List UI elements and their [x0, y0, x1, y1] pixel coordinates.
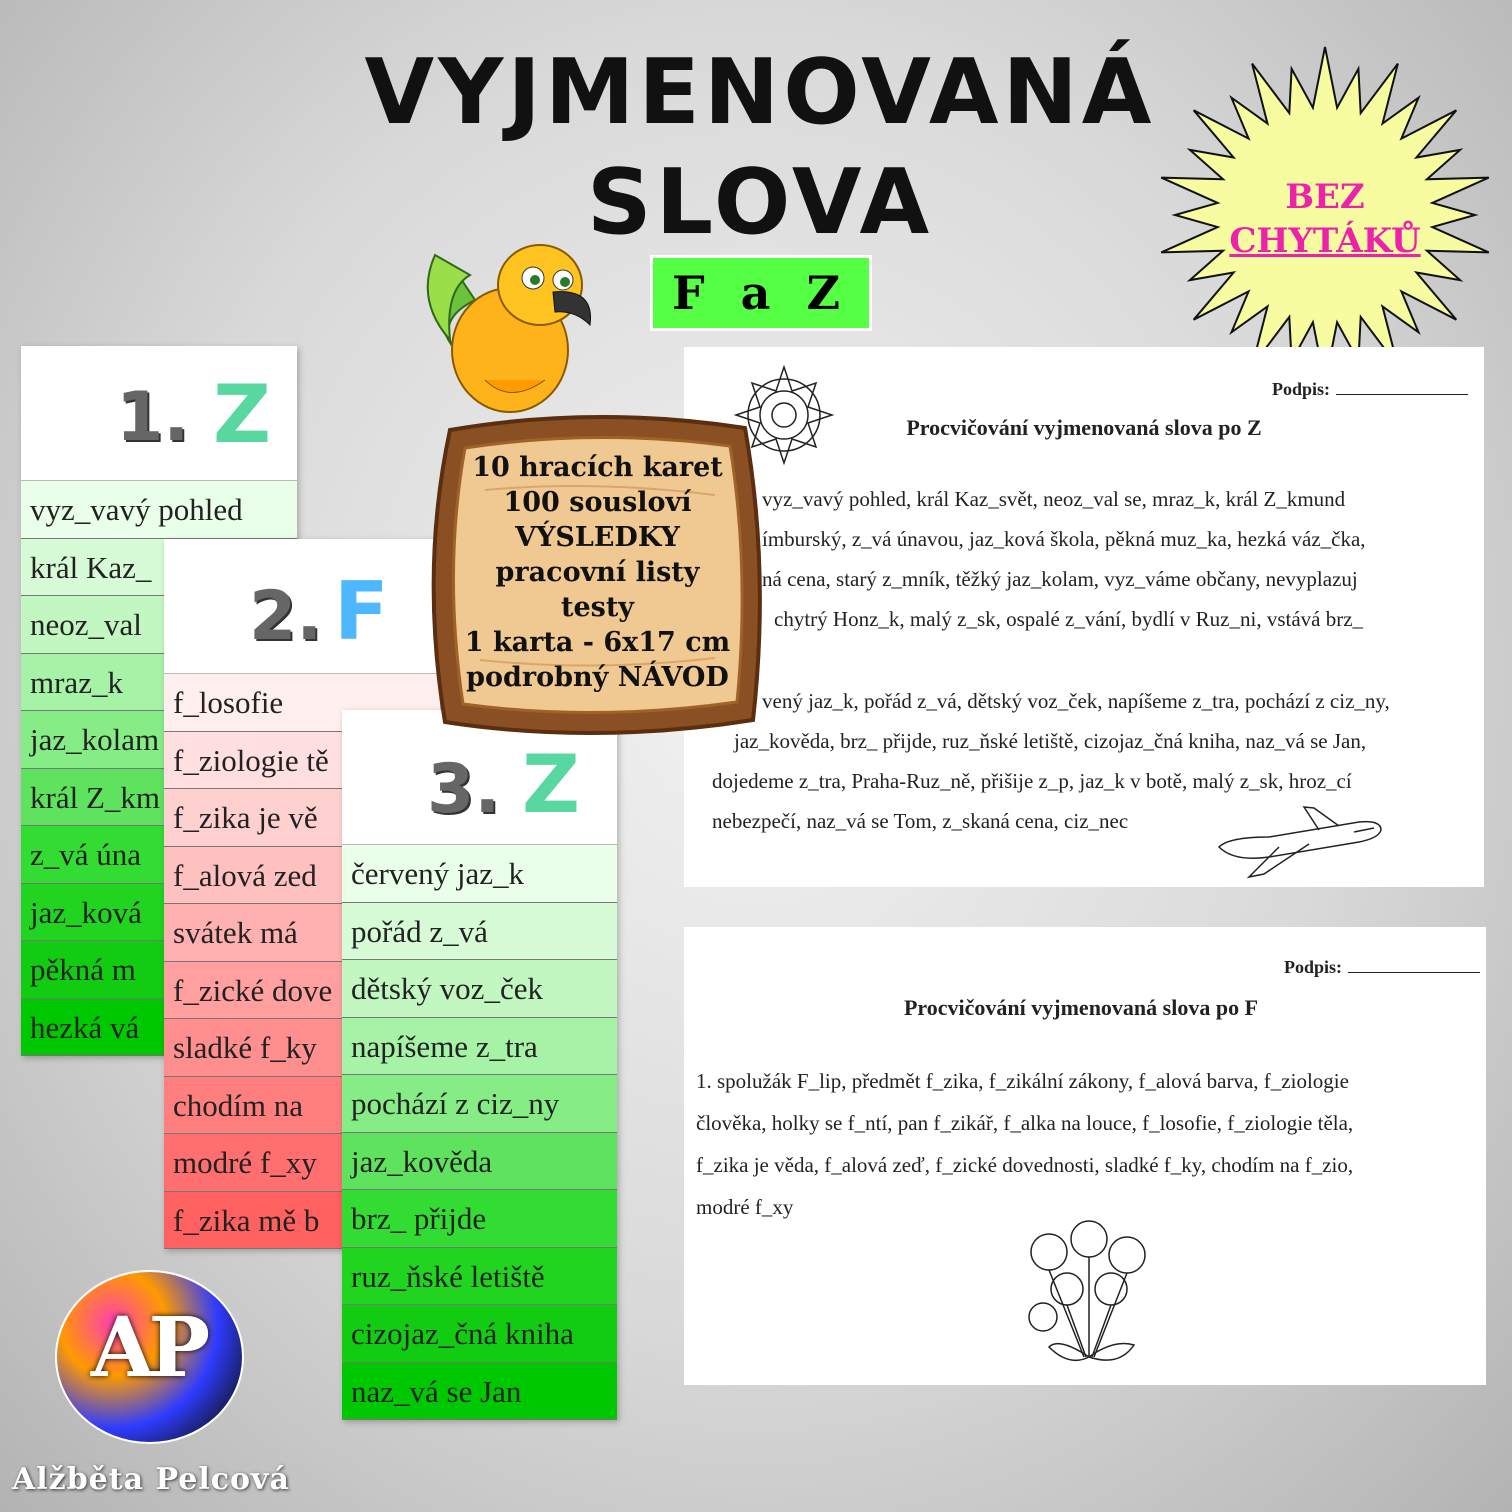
signature-field-f[interactable] — [1284, 957, 1480, 978]
card-row: cizojaz_čná kniha — [342, 1305, 617, 1363]
sheet-f-line: člověka, holky se f_ntí, pan f_zikář, f_alka na louce, f_losofie, f_ziologie těla, — [696, 1111, 1354, 1135]
feature-item: 1 karta - 6x17 cm — [464, 627, 731, 658]
card-row: svátek má — [164, 904, 440, 962]
card-row: brz_ přijde — [342, 1190, 617, 1248]
sheet-z-line: ná cena, starý z_mník, těžký jaz_kolam, vyz_váme občany, nevyplazuj — [762, 567, 1358, 591]
card-row: f_zika mě b — [164, 1192, 440, 1250]
signature-field-z[interactable] — [1272, 379, 1468, 400]
worksheet-z — [684, 347, 1484, 887]
worksheet-f-heading: Procvičování vyjmenovaná slova po F — [903, 995, 1259, 1020]
card-row: f_zické dove — [164, 962, 440, 1020]
card-row: pochází z ciz_ny — [342, 1075, 617, 1133]
card-row: jaz_kověda — [342, 1133, 617, 1191]
parrot-icon — [415, 230, 605, 420]
card-row: neoz_val — [21, 596, 297, 654]
feature-item: pracovní listy — [495, 557, 700, 588]
card-row: dětský voz_ček — [342, 960, 617, 1018]
card-row: f_zika je vě — [164, 789, 440, 847]
card-row: ruz_ňské letiště — [342, 1248, 617, 1306]
starburst-line-1: BEZ — [1285, 177, 1365, 217]
flower-icon — [1019, 1217, 1159, 1377]
card-row: sladké f_ky — [164, 1019, 440, 1077]
card-2-number: 2. — [249, 577, 323, 656]
card-row: král Z_km — [21, 769, 297, 827]
feature-item: 10 hracích karet — [472, 452, 723, 483]
zebra-z-icon: Z — [522, 738, 581, 831]
feature-list — [440, 450, 755, 695]
card-row: f_ziologie tě — [164, 732, 440, 790]
card-row: f_alová zed — [164, 847, 440, 905]
game-card-3 — [342, 710, 617, 1420]
card-row: jaz_kolam — [21, 711, 297, 769]
signature-label: Podpis: — [1283, 957, 1342, 977]
card-row: jaz_ková — [21, 884, 297, 942]
feature-item: 100 sousloví — [503, 487, 692, 518]
card-row: červený jaz_k — [342, 845, 617, 903]
title-line-2: SLOVA — [586, 150, 934, 255]
title-line-1: VYJMENOVANÁ — [364, 40, 1156, 145]
card-row: pořád z_vá — [342, 903, 617, 961]
starburst-label — [1210, 175, 1440, 263]
sheet-z-line: chytrý Honz_k, malý z_sk, ospalé z_vání, bydlí v Ruz_ni, vstává brz_ — [774, 607, 1364, 631]
subtitle-badge: F a Z — [650, 255, 872, 331]
card-row: napíšeme z_tra — [342, 1018, 617, 1076]
card-row: hezká vá — [21, 999, 297, 1057]
signature-label: Podpis: — [1271, 379, 1330, 399]
card-3-number: 3. — [427, 750, 501, 829]
zebra-z-icon: Z — [213, 368, 272, 461]
card-row: vyz_vavý pohled — [21, 481, 297, 539]
sheet-z-line: dojedeme z_tra, Praha-Ruz_ně, přišije z_p, jaz_k v botě, malý z_sk, hroz_cí — [712, 769, 1352, 793]
author-name: Alžběta Pelcová — [12, 1462, 290, 1497]
logo-text: AP — [90, 1300, 205, 1396]
card-row: modré f_xy — [164, 1134, 440, 1192]
card-row: chodím na — [164, 1077, 440, 1135]
card-row: z_vá úna — [21, 826, 297, 884]
sheet-z-line: nebezpečí, naz_vá se Tom, z_skaná cena, ciz_nec — [712, 809, 1129, 833]
sheet-z-line: jaz_kověda, brz_ přijde, ruz_ňské letiště, cizojaz_čná kniha, naz_vá se Jan, — [734, 729, 1367, 753]
starburst-line-2: CHYTÁKŮ — [1229, 221, 1421, 261]
feature-item: VÝSLEDKY — [515, 522, 680, 553]
card-row: pěkná m — [21, 941, 297, 999]
sheet-f-line: 1. spolužák F_lip, předmět f_zika, f_zikální zákony, f_alová barva, f_ziologie — [696, 1069, 1349, 1093]
worksheet-f — [684, 927, 1486, 1385]
card-1-number: 1. — [116, 378, 190, 457]
sheet-z-line: ímburský, z_vá únavou, jaz_ková škola, pěkná muz_ka, hezká váz_čka, — [762, 527, 1366, 551]
card-row: f_losofie — [164, 674, 440, 732]
sheet-f-line: f_zika je věda, f_alová zeď, f_zické dovednosti, sladké f_ky, chodím na f_zio, — [696, 1153, 1354, 1177]
feature-item: podrobný NÁVOD — [466, 662, 729, 693]
card-row: mraz_k — [21, 654, 297, 712]
worksheet-z-heading: Procvičování vyjmenovaná slova po Z — [906, 415, 1262, 440]
card-row: naz_vá se Jan — [342, 1363, 617, 1421]
card-row: král Kaz_ — [21, 539, 297, 597]
sheet-f-line: modré f_xy — [696, 1195, 794, 1219]
sheet-z-line: vený jaz_k, pořád z_vá, dětský voz_ček, napíšeme z_tra, pochází z ciz_ny, — [762, 689, 1390, 713]
feature-item: testy — [560, 592, 634, 623]
ferret-f-icon: F — [334, 565, 389, 658]
airplane-icon — [1209, 802, 1389, 882]
sheet-z-line: vyz_vavý pohled, král Kaz_svět, neoz_val se, mraz_k, král Z_kmund — [762, 487, 1346, 511]
